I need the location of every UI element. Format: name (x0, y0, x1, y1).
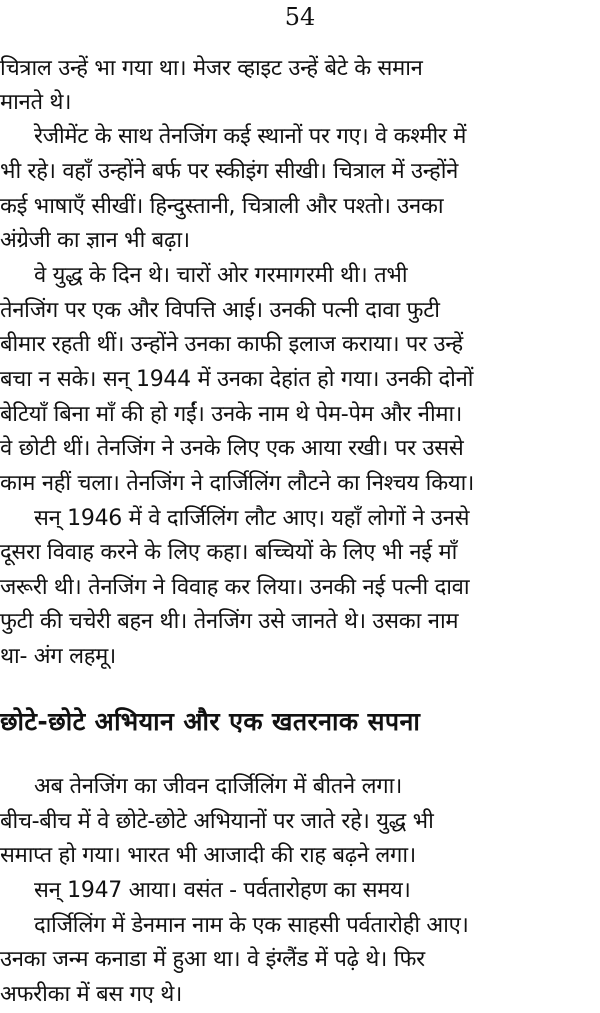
text-line: काम नहीं चला। तेनजिंग ने दार्जिलिंग लौटने का निश्चय किया। (0, 471, 475, 496)
text-line: बीमार रहती थीं। उन्होंने उनका काफी इलाज कराया। पर उन्हें (0, 332, 463, 357)
text-line: अब तेनजिंग का जीवन दार्जिलिंग में बीतने लगा। (34, 774, 403, 799)
text-line: सन् 1946 में वे दार्जिलिंग लौट आए। यहाँ लोगों ने उनसे (34, 506, 470, 531)
text-line: दार्जिलिंग में डेनमान नाम के एक साहसी पर्वतारोही आए। (34, 913, 469, 938)
text-line: रेजीमेंट के साथ तेनजिंग कई स्थानों पर गए। वे कश्मीर में (34, 124, 467, 149)
text-line: तेनजिंग पर एक और विपत्ति आई। उनकी पत्नी दावा फुटी (0, 298, 440, 323)
text-line: बेटियाँ बिना माँ की हो गईं। उनके नाम थे पेम-पेम और नीमा। (0, 402, 462, 427)
section-heading: छोटे-छोटे अभियान और एक खतरनाक सपना (0, 707, 421, 736)
text-line: वे युद्ध के दिन थे। चारों ओर गरमागरमी थी। तभी (34, 263, 408, 288)
text-line: जरूरी थी। तेनजिंग ने विवाह कर लिया। उनकी नई पत्नी दावा (0, 575, 470, 600)
text-line: मानते थे। (0, 90, 72, 115)
text-line: फुटी की चचेरी बहन थी। तेनजिंग उसे जानते थे। उसका नाम (0, 609, 459, 634)
text-line: बीच-बीच में वे छोटे-छोटे अभियानों पर जाते रहे। युद्ध भी (0, 809, 434, 834)
text-line: भी रहे। वहाँ उन्होंने बर्फ पर स्कीइंग सीखी। चित्राल में उन्होंने (0, 159, 459, 184)
text-line: उनका जन्म कनाडा में हुआ था। वे इंग्लैंड में पढ़े थे। फिर (0, 947, 425, 972)
page-number: 54 (284, 3, 316, 31)
text-line: समाप्त हो गया। भारत भी आजादी की राह बढ़ने लगा। (0, 843, 416, 868)
text-line: अफरीका में बस गए थे। (0, 982, 183, 1007)
text-line: था- अंग लहमू। (0, 644, 116, 669)
text-line: चित्राल उन्हें भा गया था। मेजर व्हाइट उन्हें बेटे के समान (0, 56, 423, 81)
text-line: दूसरा विवाह करने के लिए कहा। बच्चियों के लिए भी नई माँ (0, 540, 458, 565)
text-line: कई भाषाएँ सीखीं। हिन्दुस्तानी, चित्राली और पश्तो। उनका (0, 194, 444, 219)
text-line: वे छोटी थीं। तेनजिंग ने उनके लिए एक आया रखी। पर उससे (0, 436, 464, 461)
text-line: बचा न सके। सन् 1944 में उनका देहांत हो गया। उनकी दोनों (0, 367, 474, 392)
text-line: सन् 1947 आया। वसंत - पर्वतारोहण का समय। (34, 878, 411, 903)
text-line: अंग्रेजी का ज्ञान भी बढ़ा। (0, 228, 190, 253)
